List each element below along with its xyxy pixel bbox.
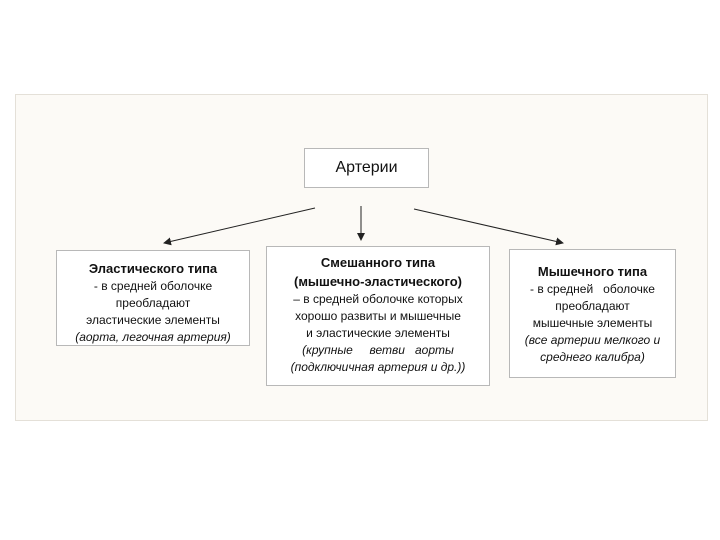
node-examples: (аорта, легочная артерия): [75, 330, 231, 344]
node-text-line: - в средней оболочке: [93, 279, 213, 293]
node-elastic-type: [56, 250, 250, 346]
node-title: Эластического типа: [88, 261, 218, 276]
node-text-line: эластические элементы: [86, 313, 220, 327]
arrow-to-elastic: [164, 208, 315, 243]
node-examples: (подключичная артерия и др.)): [290, 360, 466, 374]
node-title: Мышечного типа: [537, 264, 648, 279]
node-examples: среднего калибра): [540, 350, 645, 364]
node-examples: (крупные ветви аорты: [302, 343, 454, 357]
node-mixed-type: [266, 246, 490, 386]
root-node-label: Артерии: [335, 159, 398, 176]
node-text-line: – в средней оболочке которых: [293, 292, 463, 306]
node-text-line: преобладают: [555, 299, 630, 313]
root-node-arteries: [304, 148, 429, 188]
node-subtitle: (мышечно-эластического): [293, 274, 463, 289]
node-text-line: и эластические элементы: [306, 326, 450, 340]
node-text-line: мышечные элементы: [532, 316, 653, 330]
node-text-line: преобладают: [115, 296, 191, 310]
node-title: Смешанного типа: [320, 255, 436, 270]
node-text-line: - в средней оболочке: [530, 282, 655, 296]
node-text-line: хорошо развиты и мышечные: [295, 309, 461, 323]
arrow-to-muscular: [414, 209, 563, 243]
node-muscular-type: [509, 249, 676, 378]
node-examples: (все артерии мелкого и: [524, 333, 661, 347]
